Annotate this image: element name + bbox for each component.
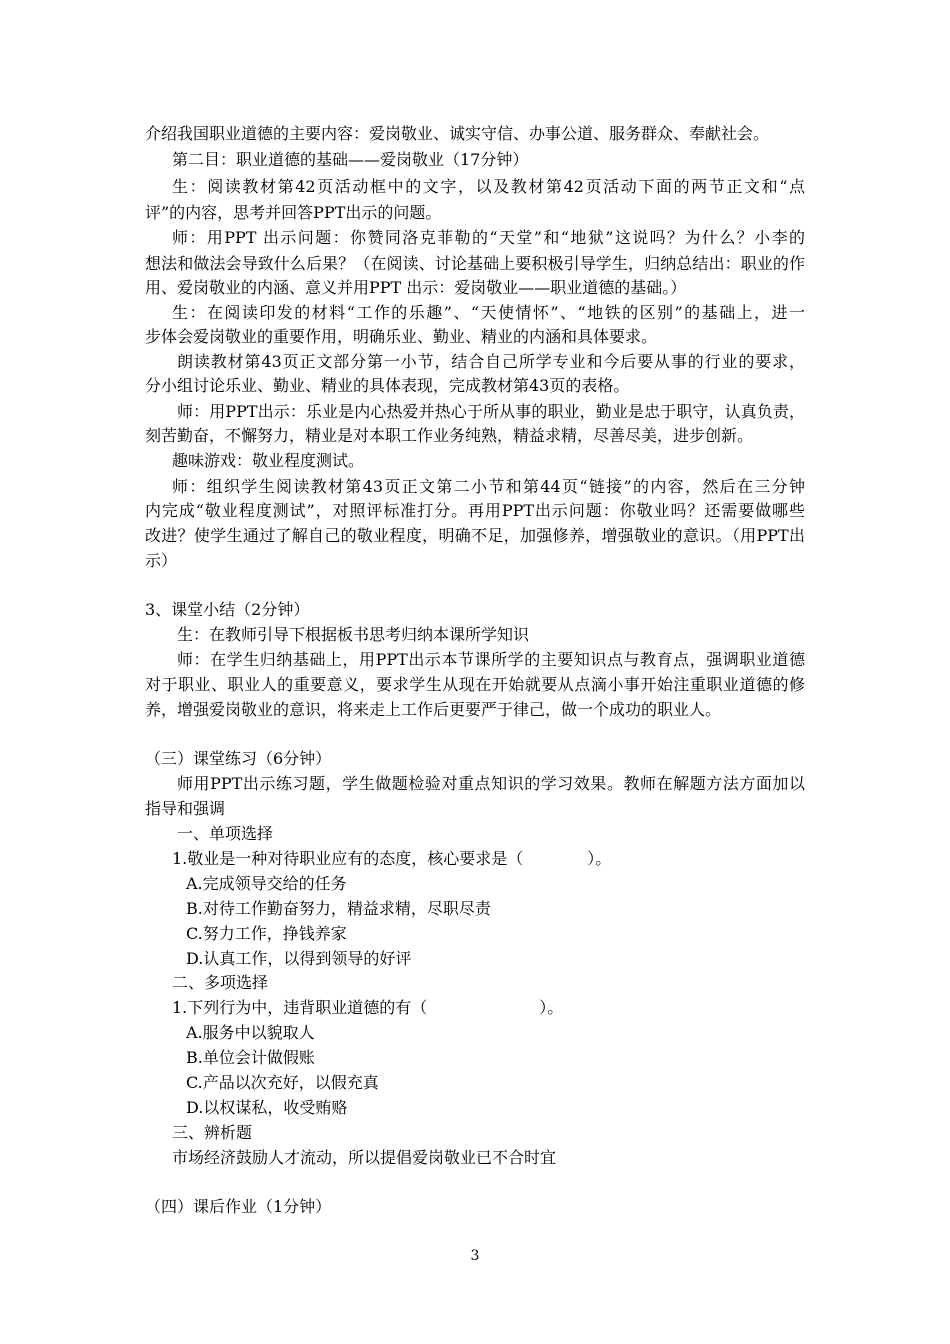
section-heading: （三）课堂练习（6分钟） bbox=[145, 749, 332, 768]
paragraph-line: 生：在教师引导下根据板书思考归纳本课所学知识 bbox=[177, 625, 530, 644]
paragraph-line: 对于职业、职业人的重要意义，要求学生从现在开始就要从点滴小事开始注重职业道德的修 bbox=[145, 675, 805, 694]
section-heading: 第二目：职业道德的基础——爱岗敬业（17分钟） bbox=[172, 150, 529, 169]
paragraph-line: 想法和做法会导致什么后果？（在阅读、讨论基础上要积极引导学生，归纳总结出：职业的作 bbox=[145, 254, 805, 273]
paragraph-line: 趣味游戏：敬业程度测试。 bbox=[172, 451, 365, 470]
paragraph-line: 师：用PPT 出示问题：你赞同洛克菲勒的“天堂”和“地狱”这说吗？为什么？小李的 bbox=[172, 228, 805, 247]
paragraph-line: 用、爱岗敬业的内涵、意义并用PPT 出示：爱岗敬业——职业道德的基础。） bbox=[145, 278, 687, 297]
paragraph-line: 刻苦勤奋，不懈努力，精业是对本职工作业务纯熟，精益求精，尽善尽美，进步创新。 bbox=[145, 426, 754, 445]
paragraph-line: 师：组织学生阅读教材第43页正文第二小节和第44页“链接”的内容，然后在三分钟 bbox=[172, 477, 805, 496]
paragraph-line: 改进？使学生通过了解自己的敬业程度，明确不足，加强修养，增强敬业的意识。（用PPT出 bbox=[145, 526, 805, 545]
answer-option: D.以权谋私，收受贿赂 bbox=[186, 1098, 348, 1117]
answer-option: C.产品以次充好，以假充真 bbox=[186, 1073, 379, 1092]
answer-option: B.单位会计做假账 bbox=[186, 1048, 315, 1067]
question-item: 1.敬业是一种对待职业应有的态度，核心要求是（ ）。 bbox=[172, 849, 612, 868]
question-type-heading: 三、辨析题 bbox=[172, 1123, 253, 1142]
paragraph-line: 生：在阅读印发的材料“工作的乐趣”、“天使情怀”、“地铁的区别”的基础上，进一 bbox=[172, 303, 805, 322]
paragraph-line: 内完成“敬业程度测试”，对照评标准打分。再用PPT出示问题：你敬业吗？还需要做哪些 bbox=[145, 501, 805, 520]
paragraph-line: 师：用PPT出示：乐业是内心热爱并热心于所从事的职业，勤业是忠于职守，认真负责， bbox=[177, 402, 805, 421]
paragraph-line: 示） bbox=[145, 551, 178, 570]
question-type-heading: 一、单项选择 bbox=[177, 824, 274, 843]
answer-option: D.认真工作，以得到领导的好评 bbox=[186, 949, 412, 968]
question-item: 市场经济鼓励人才流动，所以提倡爱岗敬业已不合时宜 bbox=[172, 1148, 557, 1167]
answer-option: C.努力工作，挣钱养家 bbox=[186, 924, 347, 943]
paragraph-line: 养，增强爱岗敬业的意识，将来走上工作后更要严于律己，做一个成功的职业人。 bbox=[145, 700, 722, 719]
paragraph-line: 分小组讨论乐业、勤业、精业的具体表现，完成教材第43页的表格。 bbox=[145, 376, 630, 395]
page-number: 3 bbox=[470, 1248, 480, 1264]
answer-option: A.服务中以貌取人 bbox=[186, 1023, 315, 1042]
paragraph-line: 步体会爱岗敬业的重要作用，明确乐业、勤业、精业的内涵和具体要求。 bbox=[145, 327, 658, 346]
answer-option: B.对待工作勤奋努力，精益求精，尽职尽责 bbox=[186, 899, 491, 918]
paragraph-line: 生：阅读教材第42页活动框中的文字，以及教材第42页活动下面的两节正文和“点 bbox=[172, 177, 805, 196]
paragraph-line: 师：在学生归纳基础上，用PPT出示本节课所学的主要知识点与教育点，强调职业道德 bbox=[177, 650, 805, 669]
paragraph-line: 评”的内容，思考并回答PPT出示的问题。 bbox=[145, 203, 442, 222]
paragraph-line: 介绍我国职业道德的主要内容：爱岗敬业、诚实守信、办事公道、服务群众、奉献社会。 bbox=[145, 124, 770, 143]
answer-option: A.完成领导交给的任务 bbox=[186, 874, 347, 893]
section-heading: （四）课后作业（1分钟） bbox=[145, 1197, 332, 1216]
paragraph-line: 朗读教材第43页正文部分第一小节，结合自己所学专业和今后要从事的行业的要求， bbox=[177, 352, 805, 371]
paragraph-line: 师用PPT出示练习题，学生做题检验对重点知识的学习效果。教师在解题方法方面加以 bbox=[177, 774, 805, 793]
question-item: 1.下列行为中，违背职业道德的有（ ）。 bbox=[172, 998, 564, 1017]
paragraph-line: 指导和强调 bbox=[145, 799, 226, 818]
question-type-heading: 二、多项选择 bbox=[172, 973, 269, 992]
section-heading: 3、课堂小结（2分钟） bbox=[145, 600, 310, 619]
